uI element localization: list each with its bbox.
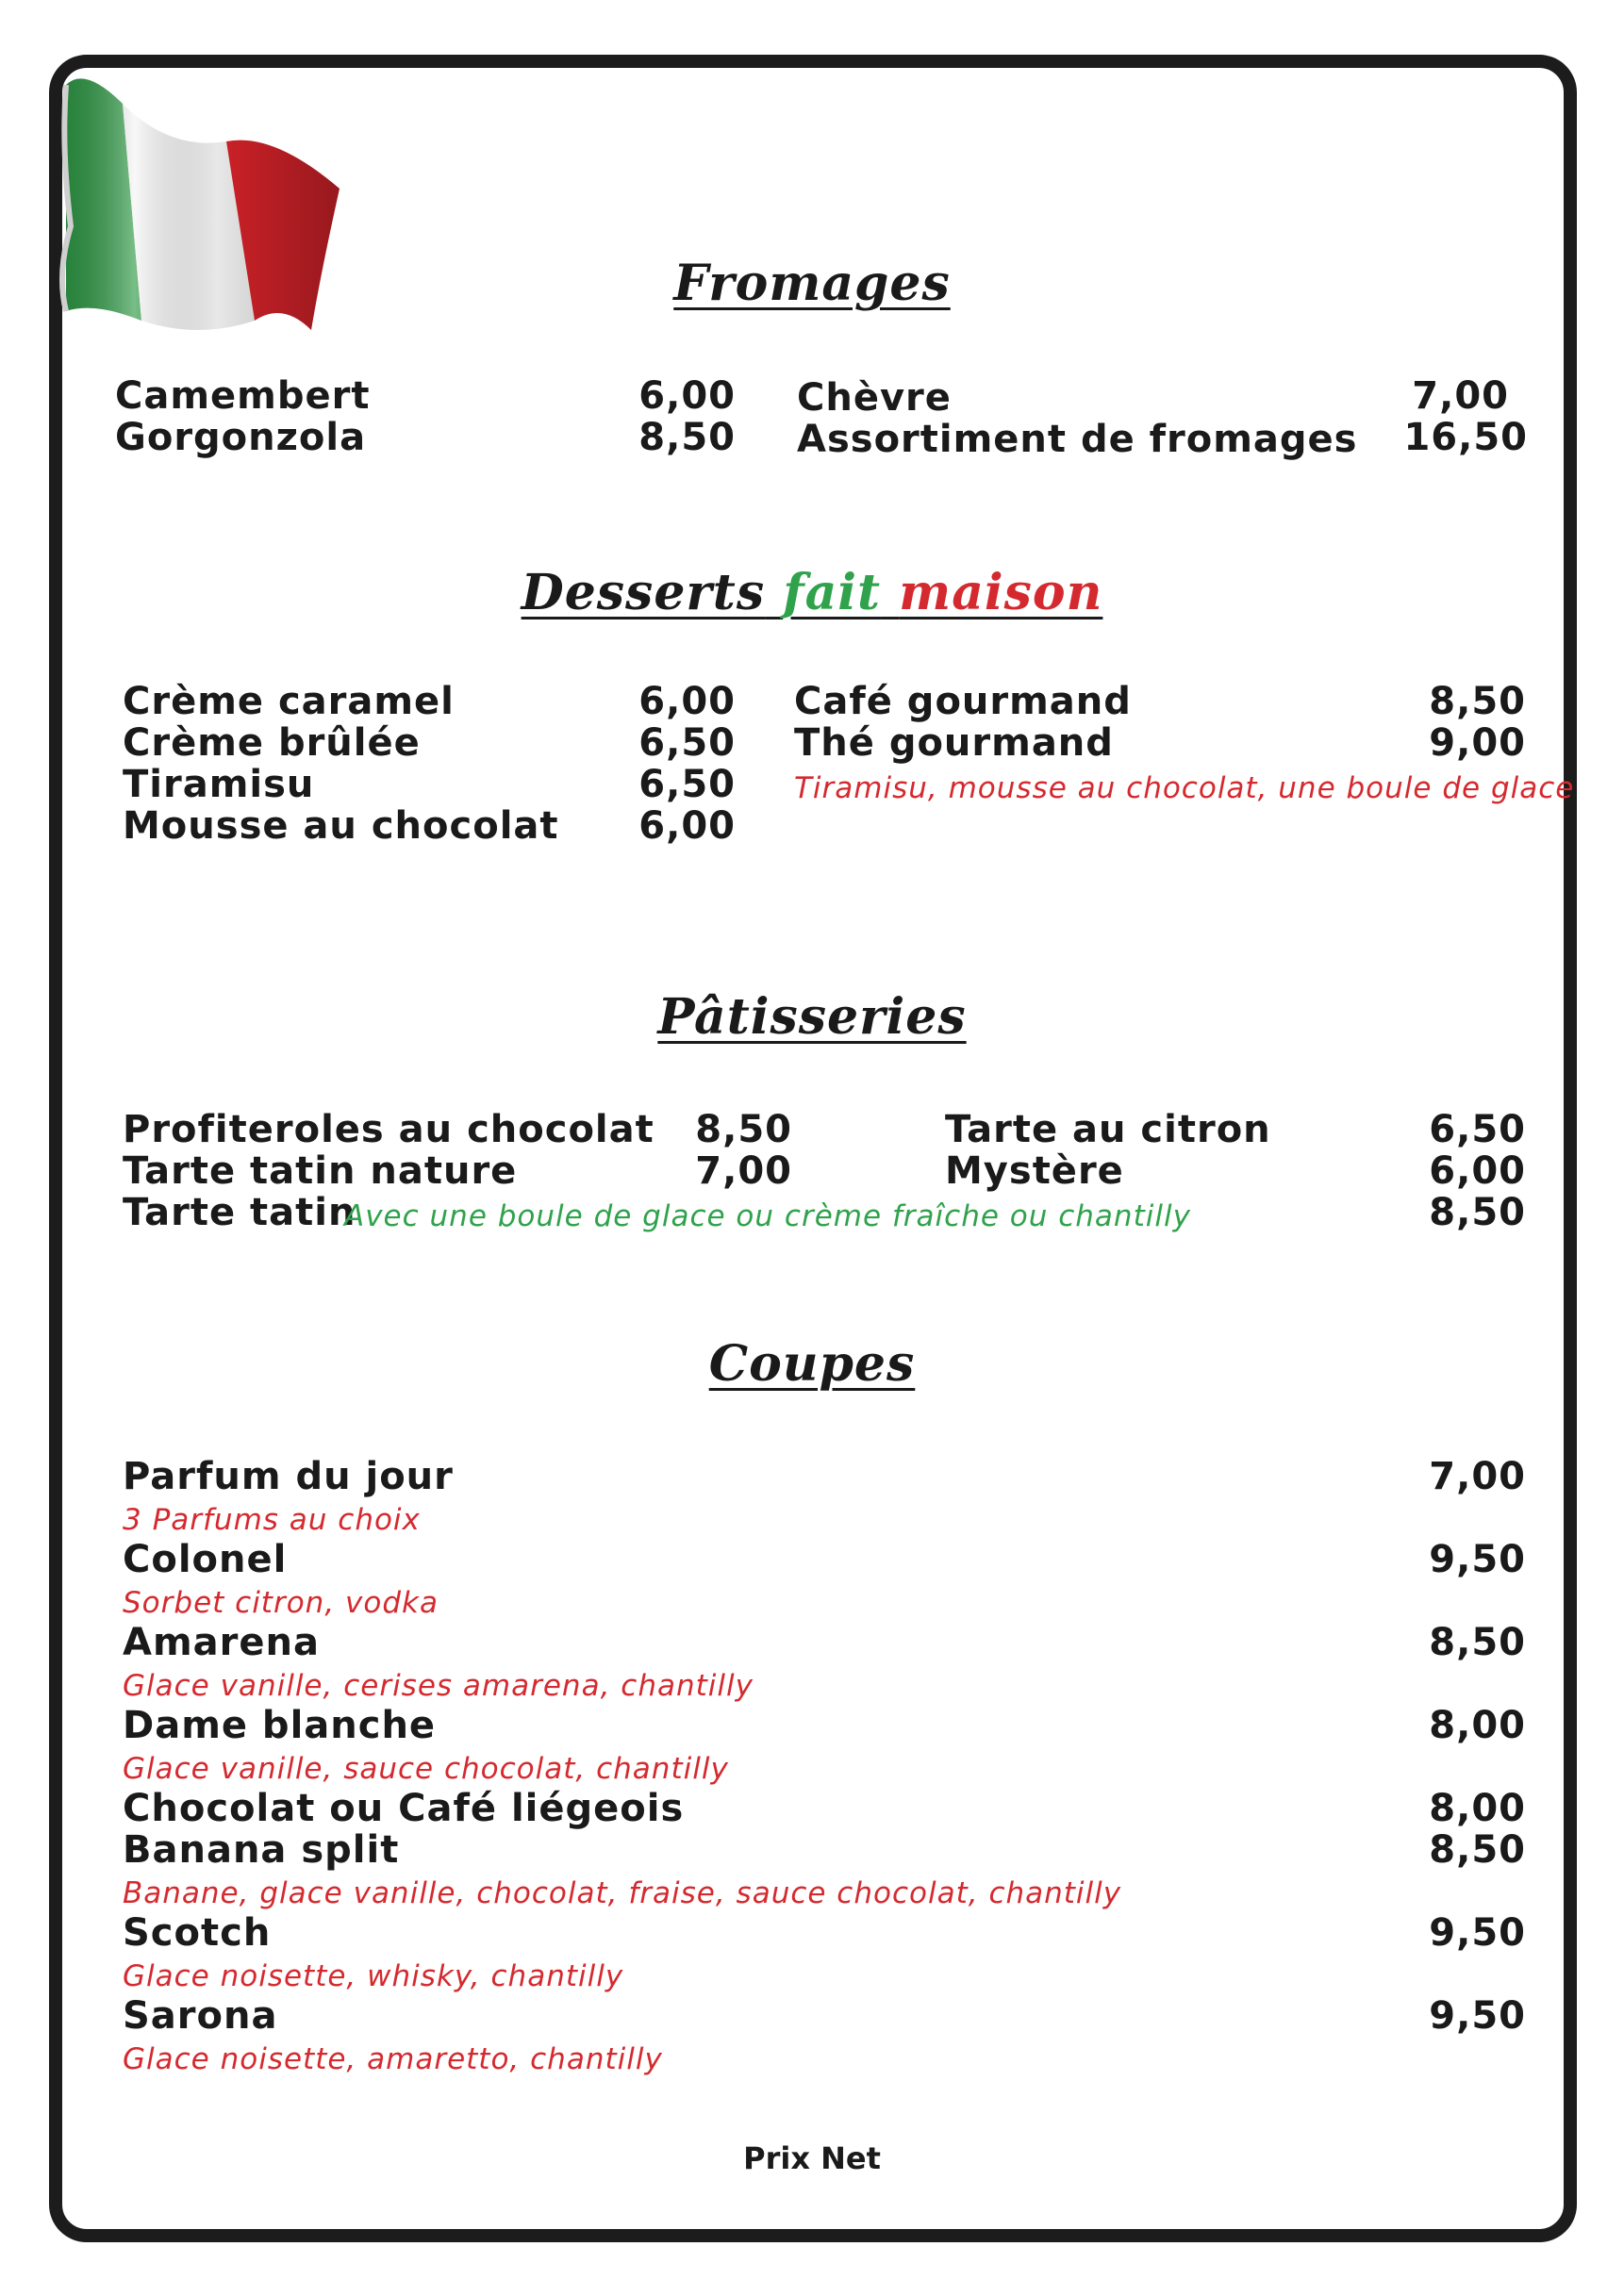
menu-item-price: 9,50 xyxy=(1429,1994,1526,2038)
menu-item-name: Gorgonzola xyxy=(115,416,367,459)
menu-item-price: 16,50 xyxy=(1403,416,1528,459)
section-title-patisseries: Pâtisseries xyxy=(657,988,967,1046)
menu-item-name: Chèvre xyxy=(797,376,952,420)
menu-item-description: Sorbet citron, vodka xyxy=(123,1586,439,1620)
menu-item-name: Tarte tatin xyxy=(123,1191,356,1234)
menu-item-name: Banana split xyxy=(123,1828,400,1872)
footer-note: Prix Net xyxy=(743,2140,881,2176)
menu-item-name: Amarena xyxy=(123,1621,320,1664)
menu-item-name: Thé gourmand xyxy=(794,721,1114,765)
section-title-fromages: Fromages xyxy=(673,255,951,312)
menu-item-description: Glace vanille, cerises amarena, chantilly xyxy=(123,1669,754,1703)
menu-item-price: 6,00 xyxy=(638,680,736,723)
menu-item-price: 8,00 xyxy=(1429,1787,1526,1830)
menu-item-name: Mousse au chocolat xyxy=(123,804,559,848)
menu-item-price: 9,50 xyxy=(1429,1911,1526,1955)
menu-item-name: Chocolat ou Café liégeois xyxy=(123,1787,685,1830)
menu-item-price: 6,00 xyxy=(638,374,736,418)
menu-item-price: 6,50 xyxy=(1429,1108,1526,1151)
menu-item-price: 7,00 xyxy=(1412,374,1509,418)
menu-item-price: 6,00 xyxy=(1429,1149,1526,1193)
menu-item-description: Glace noisette, whisky, chantilly xyxy=(123,1959,624,1993)
menu-item-name: Mystère xyxy=(945,1149,1124,1193)
menu-item-price: 6,00 xyxy=(638,804,736,848)
menu-item-name: Profiteroles au chocolat xyxy=(123,1108,655,1151)
menu-item-name: Colonel xyxy=(123,1538,288,1581)
menu-item-name: Tarte tatin nature xyxy=(123,1149,518,1193)
menu-item-price: 6,50 xyxy=(638,763,736,806)
menu-item-description: 3 Parfums au choix xyxy=(123,1503,421,1537)
menu-item-description: Glace noisette, amaretto, chantilly xyxy=(123,2042,663,2076)
menu-item-name: Crème brûlée xyxy=(123,721,421,765)
menu-item-price: 8,50 xyxy=(695,1108,792,1151)
menu-item-price: 8,50 xyxy=(1429,1621,1526,1664)
menu-item-name: Dame blanche xyxy=(123,1704,437,1747)
menu-item-price: 9,50 xyxy=(1429,1538,1526,1581)
menu-item-name: Assortiment de fromages xyxy=(797,418,1358,461)
menu-item-name: Camembert xyxy=(115,374,371,418)
menu-item-price: 8,50 xyxy=(1429,680,1526,723)
menu-item-name: Parfum du jour xyxy=(123,1455,454,1498)
menu-item-price: 8,50 xyxy=(1429,1191,1526,1234)
menu-item-name: Crème caramel xyxy=(123,680,455,723)
menu-item-name: Sarona xyxy=(123,1994,278,2038)
menu-item-description: Banane, glace vanille, chocolat, fraise, sauce chocolat, chantilly xyxy=(123,1876,1122,1910)
section-title-desserts: Desserts fait maison xyxy=(521,564,1103,621)
menu-item-description: Avec une boule de glace ou crème fraîche ou chantilly xyxy=(344,1199,1191,1233)
menu-item-price: 8,00 xyxy=(1429,1704,1526,1747)
menu-item-name: Tiramisu xyxy=(123,763,315,806)
menu-item-price: 9,00 xyxy=(1429,721,1526,765)
menu-item-name: Tarte au citron xyxy=(945,1108,1271,1151)
menu-item-name: Café gourmand xyxy=(794,680,1132,723)
section-title-coupes: Coupes xyxy=(708,1335,916,1393)
menu-item-price: 8,50 xyxy=(1429,1828,1526,1872)
menu-item-description: Glace vanille, sauce chocolat, chantilly xyxy=(123,1752,729,1786)
menu-item-price: 8,50 xyxy=(638,416,736,459)
menu-item-name: Scotch xyxy=(123,1911,272,1955)
menu-item-price: 7,00 xyxy=(695,1149,792,1193)
menu-item-price: 6,50 xyxy=(638,721,736,765)
menu-item-price: 7,00 xyxy=(1429,1455,1526,1498)
menu-item-description: Tiramisu, mousse au chocolat, une boule de glace xyxy=(794,771,1575,805)
